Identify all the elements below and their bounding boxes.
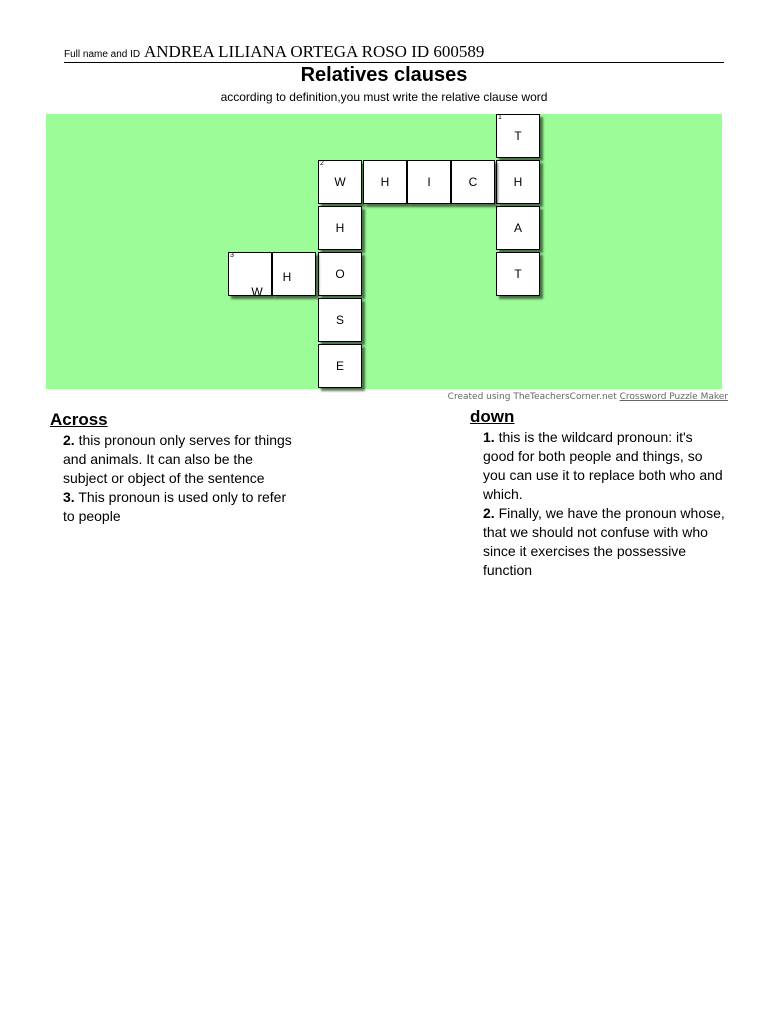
cell-letter: W (251, 285, 263, 299)
cell-letter: A (513, 221, 522, 235)
cell-letter: O (335, 267, 345, 281)
crossword-cell[interactable] (272, 252, 316, 296)
page-subtitle: according to definition,you must write the relative clause word (220, 90, 548, 104)
cell-letter: T (514, 267, 522, 281)
credit-line (448, 392, 728, 402)
clue-number: 2. (63, 432, 75, 448)
clue-number: 3. (63, 489, 75, 505)
cell-letter: W (334, 175, 346, 189)
name-value: ANDREA LILIANA ORTEGA ROSO ID 600589 (144, 42, 485, 61)
clue-item (483, 428, 725, 504)
credit-text: Created using TheTeachersCorner.net (447, 392, 620, 402)
cell-letter: H (335, 221, 345, 235)
clue-text: Finally, we have the pronoun whose, that we should not confuse with who since it exercises the possessive function (483, 505, 725, 578)
clue-text: this is the wildcard pronoun: it's good for both people and things, so you can use it to replace both who and which. (483, 429, 723, 502)
clue-number: 1. (483, 429, 495, 445)
name-label: Full name and ID (64, 49, 141, 60)
clue-item (63, 431, 300, 488)
across-heading: Across (50, 410, 108, 429)
crossword-cell[interactable] (318, 344, 362, 388)
crossword-cell[interactable] (451, 160, 495, 204)
down-heading: down (470, 407, 515, 426)
cell-letter: C (468, 175, 478, 189)
clue-number: 2 (320, 160, 324, 167)
across-clues (50, 409, 300, 526)
cell-letter: S (335, 313, 344, 327)
crossword-cell[interactable] (496, 160, 540, 204)
credit-link[interactable]: Crossword Puzzle Maker (619, 392, 728, 402)
cell-letter: H (513, 175, 523, 189)
crossword-cell[interactable] (363, 160, 407, 204)
cell-letter: H (380, 175, 390, 189)
clue-text: This pronoun is used only to refer to people (63, 489, 287, 524)
crossword-cell[interactable] (496, 114, 540, 158)
clue-number: 1 (498, 114, 502, 121)
crossword-cell[interactable] (318, 252, 362, 296)
crossword-cell[interactable] (318, 298, 362, 342)
clue-number: 2. (483, 505, 495, 521)
crossword-cell[interactable] (407, 160, 451, 204)
crossword-cell[interactable] (318, 206, 362, 250)
cell-letter: H (282, 270, 292, 284)
crossword-cell[interactable] (496, 252, 540, 296)
cell-letter: I (427, 175, 431, 189)
crossword-grid (46, 114, 722, 389)
page-title: Relatives clauses (300, 64, 468, 86)
clue-number: 3 (230, 252, 234, 259)
crossword-cell[interactable] (496, 206, 540, 250)
clue-item (63, 488, 300, 526)
cell-letter: E (335, 359, 344, 373)
clue-item (483, 504, 725, 580)
name-row (64, 42, 724, 63)
down-clues (470, 406, 725, 580)
clue-text: this pronoun only serves for things and animals. It can also be the subject or object of the sentence (63, 432, 292, 486)
cell-letter: T (514, 129, 522, 143)
crossword-cell[interactable] (318, 160, 362, 204)
